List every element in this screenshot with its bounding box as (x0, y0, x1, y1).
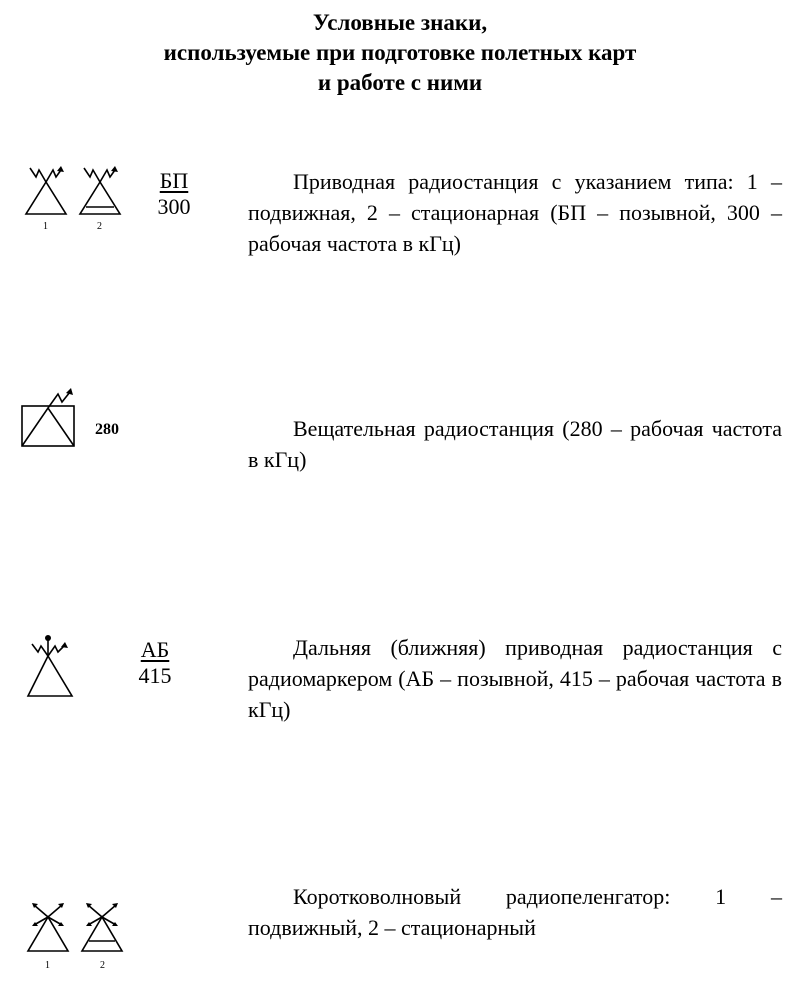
direction-finder-description: Коротковолновый радиопеленгатор: 1 – подвижный, 2 – стационарный (248, 884, 782, 940)
frequency: 415 (138, 663, 172, 688)
frequency: 300 (157, 194, 191, 219)
symbol-2-label: 2 (97, 221, 102, 232)
ndb-station-icon (18, 158, 138, 238)
marker-beacon-station-icon (22, 632, 92, 707)
ndb-code (152, 168, 196, 220)
title-line-2: используемые при подготовке полетных карт (163, 40, 637, 65)
marker-beacon-description: Дальняя (ближняя) приводная радиостанция с радиомаркером (АБ – позывной, 415 – рабочая частота в кГц) (248, 635, 782, 722)
hf-direction-finder-icon (20, 895, 140, 975)
broadcast-frequency: 280 (95, 421, 119, 438)
symbol-1-label: 1 (45, 960, 50, 971)
marker-beacon-code (133, 637, 177, 689)
callsign: БП (159, 168, 189, 193)
symbol-2-label: 2 (100, 960, 105, 971)
broadcast-description: Вещательная радиостанция (280 – рабочая частота в кГц) (248, 416, 782, 472)
callsign: АБ (140, 637, 170, 662)
ndb-description: Приводная радиостанция с указанием типа: 1 – подвижная, 2 – стационарная (БП – позывной, 300 – рабочая частота в кГц) (248, 169, 782, 256)
broadcast-station-icon (18, 386, 88, 456)
title-line-3: и работе с ними (317, 70, 483, 95)
title-line-1: Условные знаки, (312, 10, 488, 35)
page-title (0, 8, 800, 98)
symbol-1-label: 1 (43, 221, 48, 232)
